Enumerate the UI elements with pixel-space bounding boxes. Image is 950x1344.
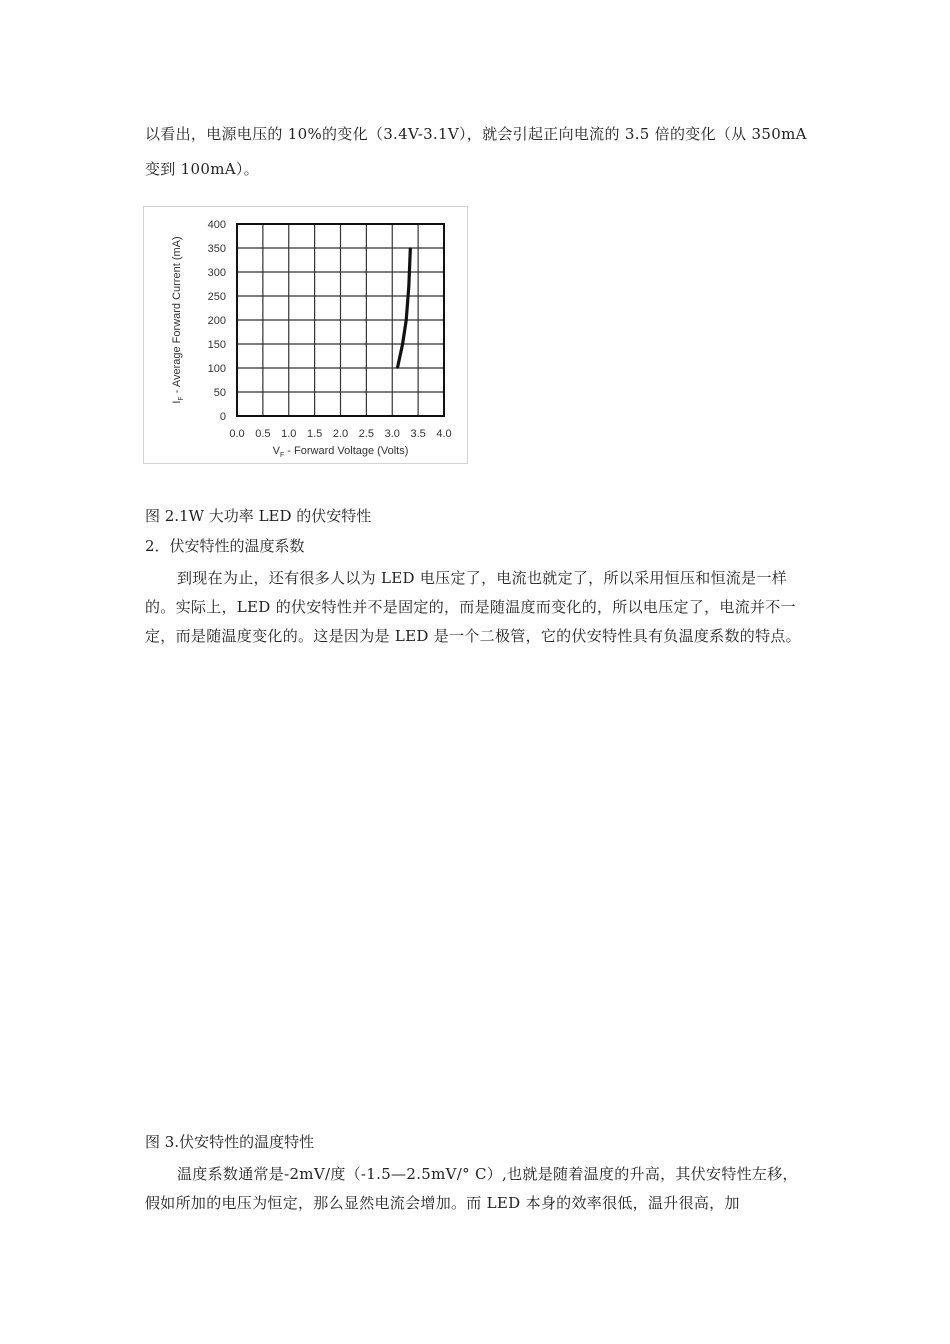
figure-2-caption: 图 2.1W 大功率 LED 的伏安特性	[145, 507, 372, 525]
iv-curve-point	[397, 367, 399, 369]
iv-curve-point	[408, 286, 410, 288]
y-tick-label: 400	[207, 219, 226, 231]
y-axis-label: $I_F$ - Average Forward Current (mA)	[171, 236, 185, 404]
y-tick-label: 250	[207, 291, 226, 303]
x-tick-label: 3.5	[410, 428, 426, 440]
intro-line-2: 变到 100mA）。	[145, 160, 259, 178]
x-tick-label: 1.0	[281, 428, 297, 440]
x-tick-label: 0.0	[229, 428, 245, 440]
iv-curve-figure	[143, 206, 468, 464]
x-tick-label: 1.5	[306, 428, 323, 440]
section-2-body: 到现在为止，还有很多人以为 LED 电压定了，电流也就定了，所以采用恒压和恒流是一样的。实际上，LED 的伏安特性并不是固定的，而是随温度而变化的，所以电压定了，电流并不一定，而是随温度变化的。这是因为是 LED 是一个二极管，它的伏安特性具有负温度系数的特点。	[145, 569, 801, 645]
y-tick-label: 50	[213, 387, 226, 399]
y-tick-label: 100	[207, 363, 226, 375]
y-tick-label: 350	[207, 243, 226, 255]
intro-line-1: 以看出，电源电压的 10%的变化（3.4V-3.1V），就会引起正向电流的 3.5 倍的变化（从 350mA	[145, 125, 807, 143]
section-2-heading: 2．伏安特性的温度系数	[145, 537, 305, 555]
x-tick-label: 3.0	[384, 428, 400, 440]
y-tick-label: 0	[219, 411, 226, 423]
iv-curve-point	[410, 247, 412, 249]
x-tick-label: 0.5	[255, 428, 271, 440]
y-tick-label: 150	[207, 339, 226, 351]
iv-curve-chart	[144, 207, 467, 463]
x-tick-label: 2.5	[358, 428, 375, 440]
x-axis-label: $V_F$ - Forward Voltage (Volts)	[272, 445, 409, 459]
y-tick-label: 200	[207, 315, 226, 327]
x-tick-label: 4.0	[436, 428, 452, 440]
iv-curve-point	[405, 319, 407, 321]
x-tick-label: 2.0	[332, 428, 349, 440]
iv-curve-line	[397, 248, 410, 368]
iv-curve-point	[402, 343, 404, 345]
y-tick-label: 300	[207, 267, 226, 279]
section-3-body: 温度系数通常是-2mV/度（-1.5—2.5mV/° C）,也就是随着温度的升高，其伏安特性左移，假如所加的电压为恒定，那么显然电流会增加。而 LED 本身的效率很低，温升很高，加	[145, 1165, 798, 1212]
figure-3-caption: 图 3.伏安特性的温度特性	[145, 1133, 315, 1151]
